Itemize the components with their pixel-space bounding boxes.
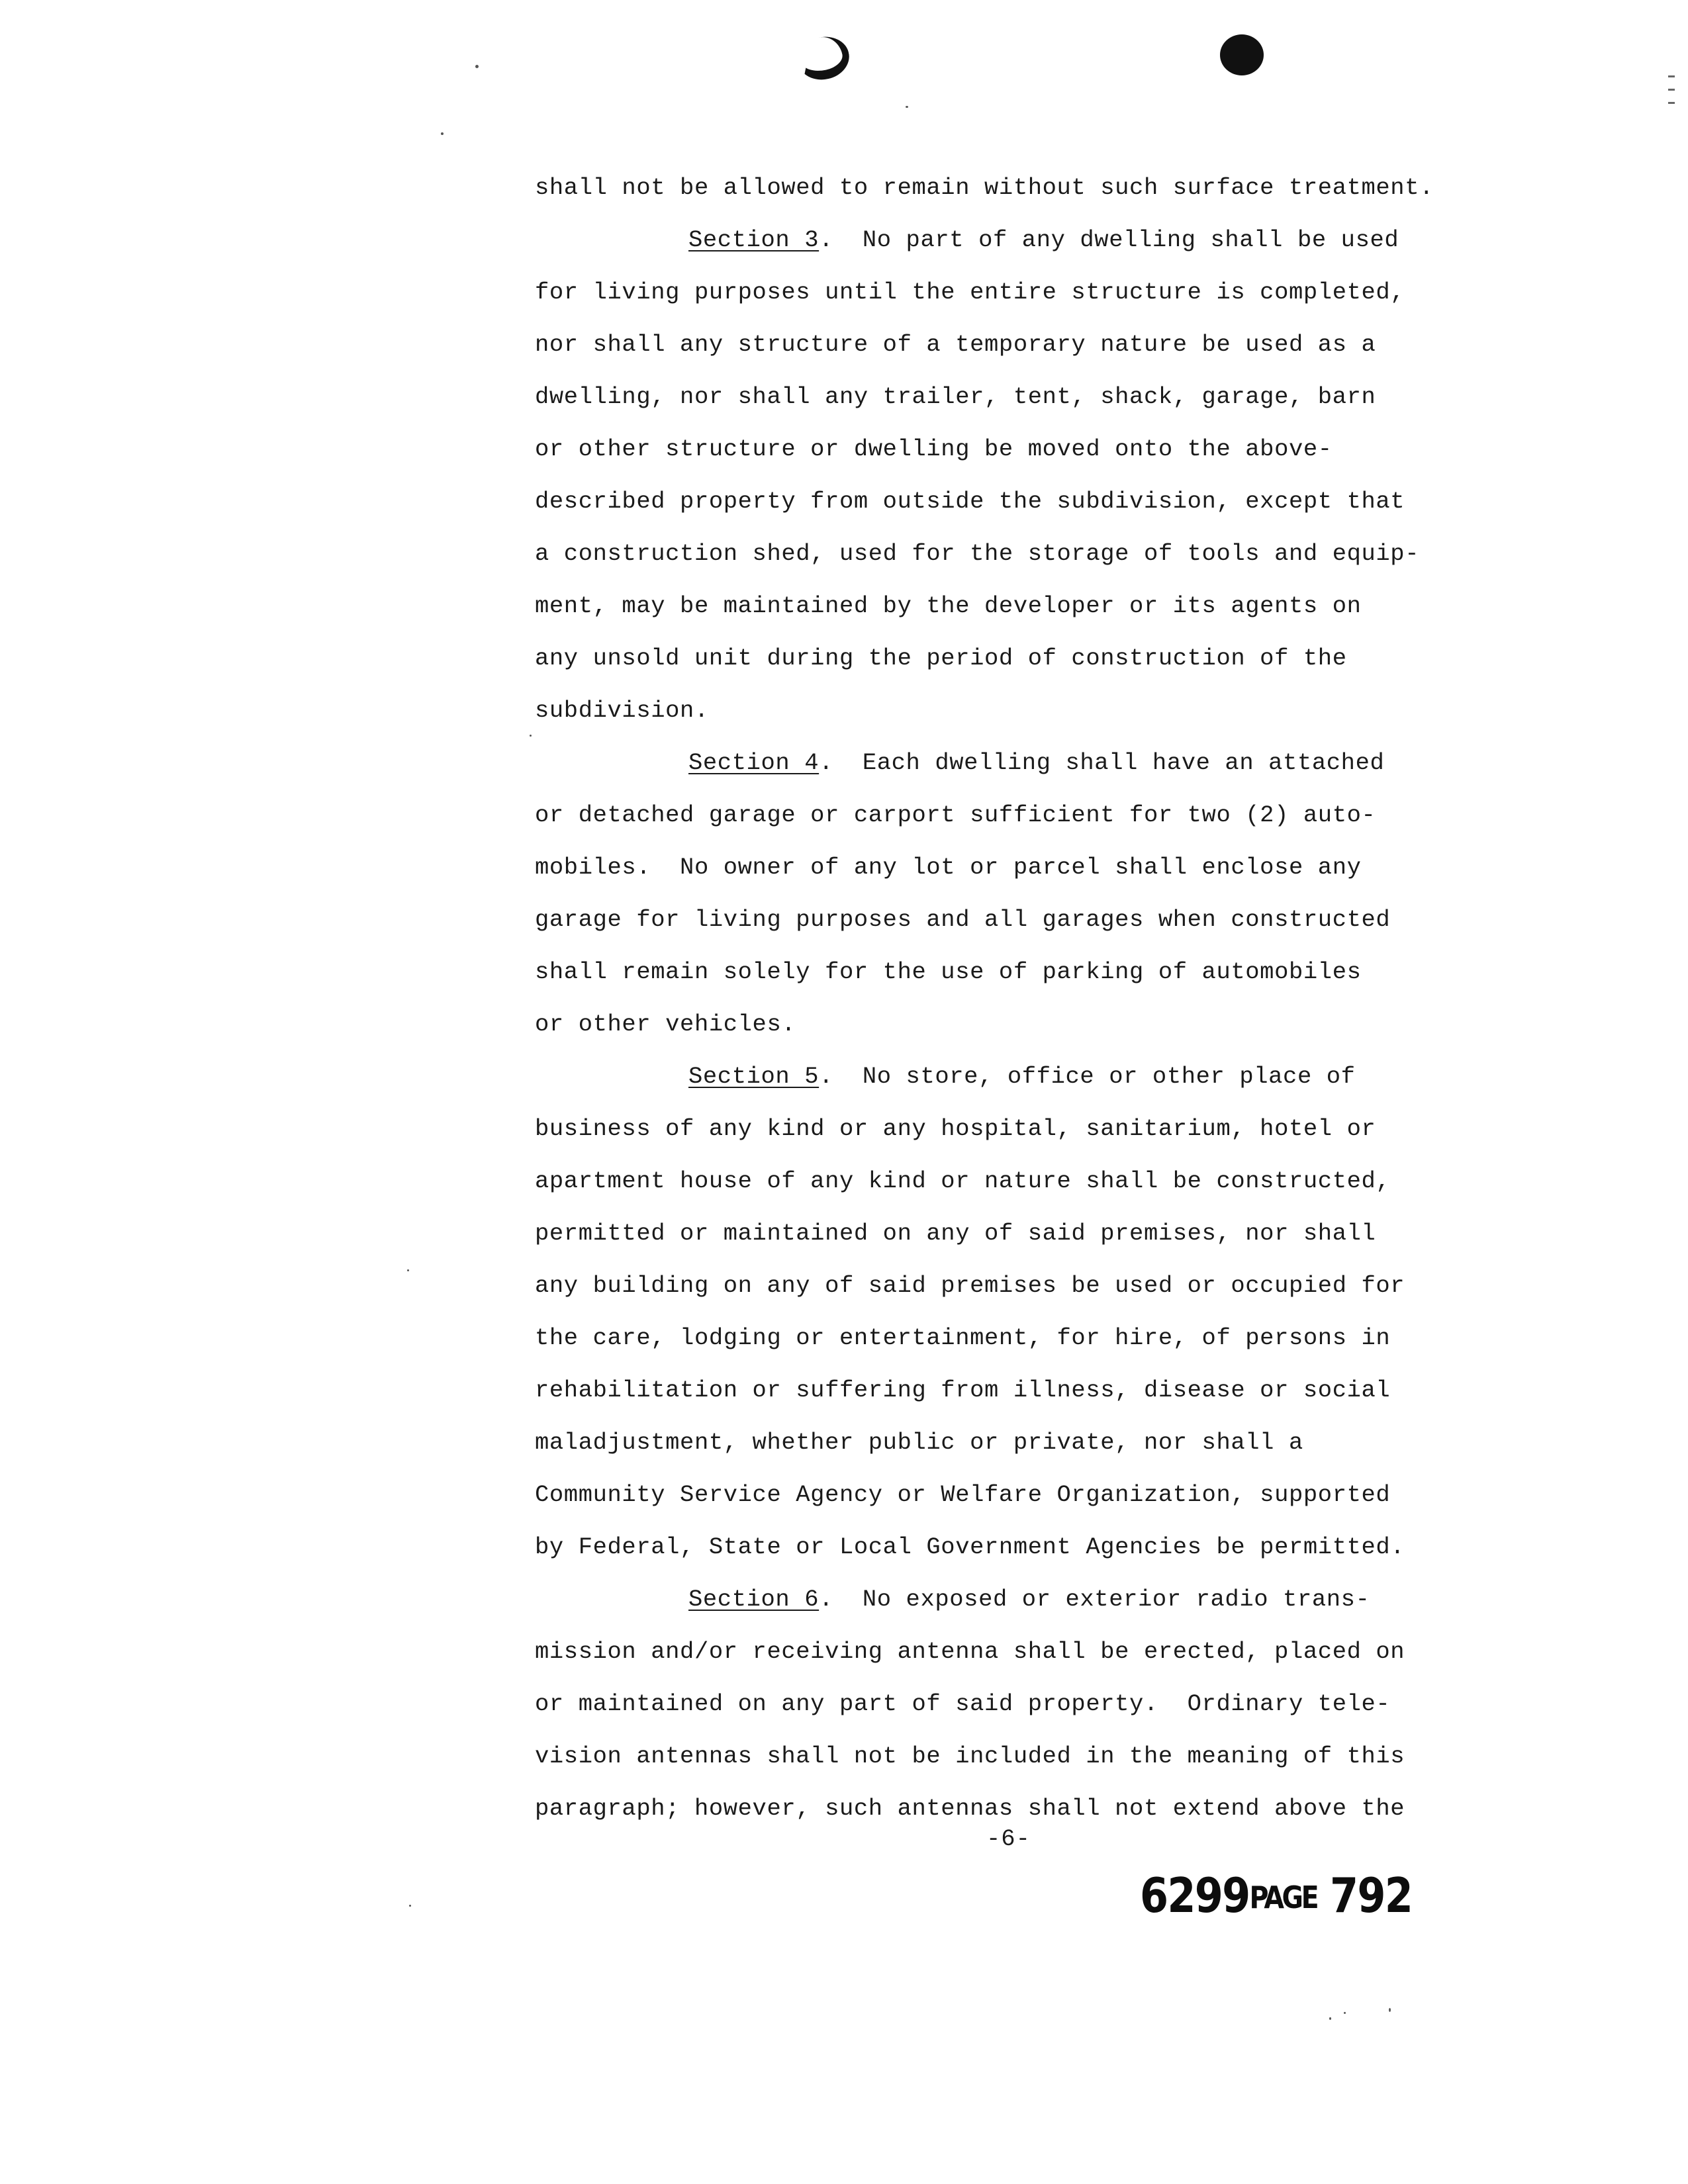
punch-hole-mark (1220, 34, 1264, 75)
line-text: shall remain solely for the use of parking of automobiles (535, 958, 1362, 985)
line-text: any unsold unit during the period of construction of the (535, 645, 1347, 672)
section-label: Section 4 (688, 749, 820, 776)
page-number: -6- (986, 1825, 1031, 1852)
body-text-line (535, 893, 1488, 946)
body-text-line (535, 684, 1488, 737)
line-text: maladjustment, whether public or private, nor shall a (535, 1429, 1303, 1456)
line-text: paragraph; however, such antennas shall not extend above the (535, 1795, 1405, 1822)
edge-mark (1668, 75, 1675, 77)
line-text: or maintained on any part of said property. Ordinary tele- (535, 1690, 1391, 1717)
line-text: for living purposes until the entire structure is completed, (535, 279, 1405, 306)
body-text-line (535, 1625, 1488, 1678)
section-label: Section 5 (688, 1063, 820, 1090)
scan-speck (906, 106, 908, 108)
line-text: any building on any of said premises be used or occupied for (535, 1272, 1405, 1299)
line-text: ment, may be maintained by the developer or its agents on (535, 592, 1362, 619)
line-text: apartment house of any kind or nature shall be constructed, (535, 1167, 1391, 1195)
line-text: the care, lodging or entertainment, for hire, of persons in (535, 1324, 1391, 1351)
body-text-line (535, 1730, 1488, 1782)
body-text-line (535, 1521, 1488, 1573)
line-text: permitted or maintained on any of said premises, nor shall (535, 1220, 1376, 1247)
body-text-line (535, 1416, 1488, 1469)
line-text: or other vehicles. (535, 1011, 796, 1038)
line-text: nor shall any structure of a temporary nature be used as a (535, 331, 1376, 358)
line-text: Community Service Agency or Welfare Organization, supported (535, 1481, 1391, 1508)
section-heading-line (535, 214, 1488, 266)
edge-mark (1668, 102, 1675, 104)
body-text-line (535, 527, 1488, 580)
scan-speck (475, 65, 479, 68)
body-text-line (535, 789, 1488, 841)
section-heading-line (535, 737, 1488, 789)
scan-speck (1389, 2008, 1391, 2012)
line-text: shall not be allowed to remain without such surface treatment. (535, 174, 1434, 201)
section-label: Section 3 (688, 226, 820, 253)
scan-speck (1344, 2012, 1346, 2014)
body-text-line (535, 998, 1488, 1050)
body-text-line (535, 632, 1488, 684)
scan-speck (409, 1905, 411, 1907)
punch-hole-mark (794, 32, 853, 85)
body-text-line (535, 1103, 1488, 1155)
body-text-line (535, 1312, 1488, 1364)
body-text-line (535, 580, 1488, 632)
line-text: a construction shed, used for the storage of tools and equip- (535, 540, 1420, 567)
line-text: mission and/or receiving antenna shall be erected, placed on (535, 1638, 1405, 1665)
stamp-book-number: 6299 (1140, 1868, 1250, 1923)
scan-speck (407, 1269, 409, 1271)
body-text-line (535, 266, 1488, 318)
scan-speck (1329, 2017, 1331, 2020)
line-text: mobiles. No owner of any lot or parcel shall enclose any (535, 854, 1362, 881)
stamp-page-word: PAGE (1249, 1880, 1317, 1915)
body-text-line (535, 1364, 1488, 1416)
body-text-line (535, 1678, 1488, 1730)
line-text: . No store, office or other place of (819, 1063, 1356, 1090)
body-text-line (535, 841, 1488, 893)
line-text: or detached garage or carport sufficient for two (2) auto- (535, 801, 1376, 829)
stamp-page-number: 792 (1330, 1868, 1413, 1923)
section-label: Section 6 (688, 1586, 820, 1613)
line-text: . No exposed or exterior radio trans- (819, 1586, 1370, 1613)
body-text-line (535, 371, 1488, 423)
body-text-line (535, 161, 1488, 214)
line-text: . Each dwelling shall have an attached (819, 749, 1385, 776)
line-text: subdivision. (535, 697, 709, 724)
section-heading-line (535, 1050, 1488, 1103)
line-text: by Federal, State or Local Government Agencies be permitted. (535, 1533, 1405, 1561)
body-text-line (535, 318, 1488, 371)
line-text: rehabilitation or suffering from illness, disease or social (535, 1377, 1391, 1404)
body-text-line (535, 946, 1488, 998)
line-text: described property from outside the subdivision, except that (535, 488, 1405, 515)
line-text: garage for living purposes and all garages when constructed (535, 906, 1391, 933)
scan-speck (441, 132, 444, 135)
line-text: business of any kind or any hospital, sanitarium, hotel or (535, 1115, 1376, 1142)
line-text: or other structure or dwelling be moved onto the above- (535, 435, 1333, 463)
recording-stamp (1140, 1868, 1412, 1923)
body-text-line (535, 1207, 1488, 1259)
scan-speck (530, 735, 532, 737)
line-text: dwelling, nor shall any trailer, tent, shack, garage, barn (535, 383, 1376, 410)
body-text-line (535, 423, 1488, 475)
body-text-line (535, 1155, 1488, 1207)
document-body (535, 161, 1488, 1835)
line-text: vision antennas shall not be included in the meaning of this (535, 1743, 1405, 1770)
line-text: . No part of any dwelling shall be used (819, 226, 1399, 253)
section-heading-line (535, 1573, 1488, 1625)
body-text-line (535, 1259, 1488, 1312)
body-text-line (535, 1469, 1488, 1521)
body-text-line (535, 475, 1488, 527)
edge-mark (1668, 89, 1675, 91)
